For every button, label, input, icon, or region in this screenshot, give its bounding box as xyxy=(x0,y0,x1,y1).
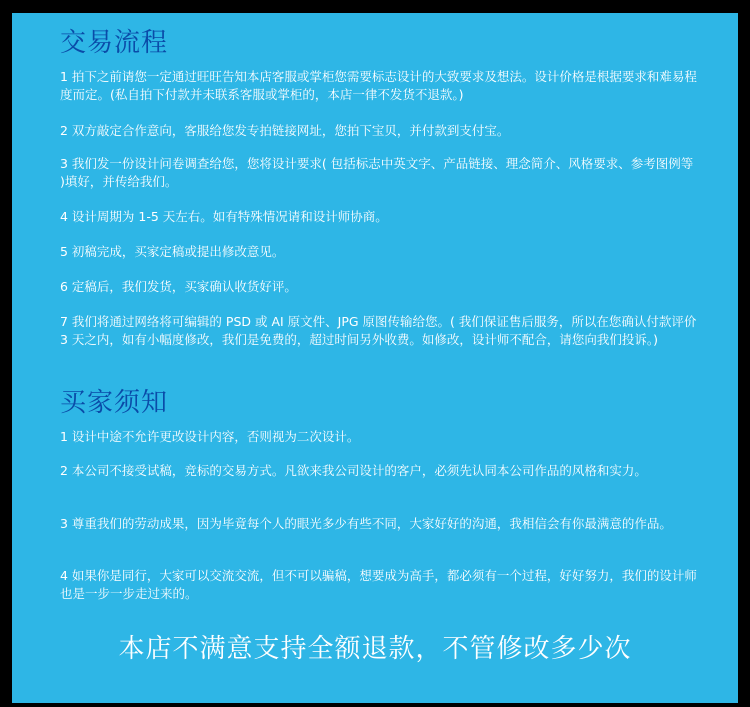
notice-item-3: 3 尊重我们的劳动成果，因为毕竟每个人的眼光多少有些不同，大家好好的沟通，我相信会有你最满意的作品。 xyxy=(60,516,672,531)
process-item-3: 3 我们发一份设计问卷调查给您，您将设计要求( 包括标志中英文字、产品链接、理念简介、风格要求、参考图例等 )填好，并传给我们。 xyxy=(60,156,694,189)
process-item-2: 2 双方敲定合作意向，客服给您发专拍链接网址，您拍下宝贝，并付款到支付宝。 xyxy=(60,123,510,138)
process-item-7: 7 我们将通过网络将可编辑的 PSD 或 AI 原文件、JPG 原图传输给您。( 我们保证售后服务，所以在您确认付款评价 3 天之内，如有小幅度修改，我们是免费的，超过时间另外收费。如修改，设计师不配合，请您向我们投诉。) xyxy=(60,314,697,347)
notice-title: 买家须知 xyxy=(60,388,169,418)
process-item-5: 5 初稿完成，买家定稿或提出修改意见。 xyxy=(60,244,285,259)
notice-item-1: 1 设计中途不允许更改设计内容，否则视为二次设计。 xyxy=(60,429,360,444)
process-item-6: 6 定稿后，我们发货，买家确认收货好评。 xyxy=(60,279,297,294)
process-item-4: 4 设计周期为 1-5 天左右。如有特殊情况请和设计师协商。 xyxy=(60,209,388,224)
notice-item-2: 2 本公司不接受试稿，竞标的交易方式。凡欲来我公司设计的客户，必须先认同本公司作品的风格和实力。 xyxy=(60,463,647,478)
process-item-1: 1 拍下之前请您一定通过旺旺告知本店客服或掌柜您需要标志设计的大致要求及想法。设计价格是根据要求和难易程度而定。(私自拍下付款并未联系客服或掌柜的，本店一律不发货不退款。) xyxy=(60,69,697,102)
process-title: 交易流程 xyxy=(60,28,169,58)
notice-item-4: 4 如果你是同行，大家可以交流交流，但不可以骗稿，想要成为高手，都必须有一个过程，好好努力，我们的设计师也是一步一步走过来的。 xyxy=(60,568,697,601)
refund-guarantee-banner: 本店不满意支持全额退款，不管修改多少次 xyxy=(118,634,632,664)
